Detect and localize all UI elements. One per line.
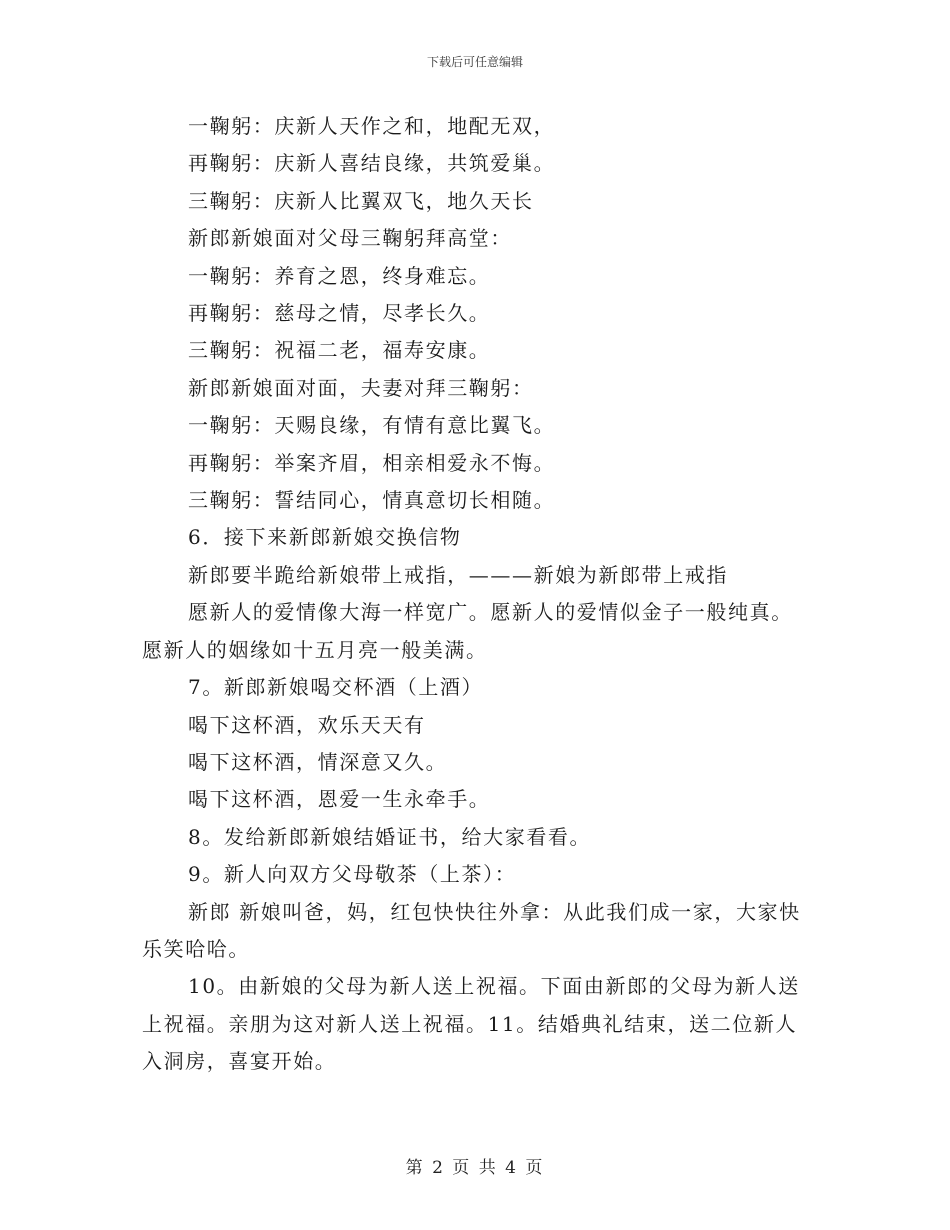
document-body	[142, 108, 814, 1081]
paragraph: 新郎 新娘叫爸，妈，红包快快往外拿：从此我们成一家，大家快乐笑哈哈。	[142, 899, 801, 961]
paragraph: 再鞠躬：举案齐眉，相亲相爱永不悔。	[188, 450, 556, 475]
paragraph: 新郎新娘面对父母三鞠躬拜高堂：	[188, 226, 512, 251]
paragraph: 喝下这杯酒，情深意又久。	[188, 749, 448, 774]
paragraph: 再鞠躬：庆新人喜结良缘，共筑爱巢。	[188, 151, 556, 176]
section-heading: 7。新郎新娘喝交杯酒（上酒）	[188, 675, 484, 700]
paragraph: 喝下这杯酒，欢乐天天有	[188, 712, 426, 737]
paragraph: 愿新人的爱情像大海一样宽广。愿新人的爱情似金子一般纯真。愿新人的姻缘如十五月亮一般美满。	[142, 600, 793, 662]
page-footer: 第 2 页 共 4 页	[405, 1158, 545, 1178]
paragraph: 喝下这杯酒，恩爱一生永牵手。	[188, 787, 491, 812]
page-header: 下载后可任意编辑	[426, 55, 523, 69]
paragraph: 新郎新娘面对面，夫妻对拜三鞠躬：	[188, 375, 534, 400]
paragraph: 再鞠躬：慈母之情，尽孝长久。	[188, 301, 491, 326]
paragraph: 一鞠躬：庆新人天作之和，地配无双，	[188, 114, 556, 138]
paragraph: 三鞠躬：誓结同心，情真意切长相随。	[188, 488, 556, 513]
section-heading: 9。新人向双方父母敬茶（上茶）：	[188, 862, 517, 887]
paragraph: 一鞠躬：养育之恩，终身难忘。	[188, 263, 491, 288]
paragraph: 三鞠躬：庆新人比翼双飞，地久天长	[188, 188, 534, 213]
section-heading: 8。发给新郎新娘结婚证书，给大家看看。	[188, 824, 592, 849]
section-heading: 6．接下来新郎新娘交换信物	[188, 525, 462, 550]
paragraph: 10。由新娘的父母为新人送上祝福。下面由新郎的父母为新人送上祝福。亲朋为这对新人送上祝福。11。结婚典礼结束，送二位新人入洞房，喜宴开始。	[142, 974, 800, 1074]
paragraph: 新郎要半跪给新娘带上戒指，———新娘为新郎带上戒指	[188, 562, 728, 587]
paragraph: 三鞠躬：祝福二老，福寿安康。	[188, 338, 491, 363]
paragraph: 一鞠躬：天赐良缘，有情有意比翼飞。	[188, 413, 556, 438]
